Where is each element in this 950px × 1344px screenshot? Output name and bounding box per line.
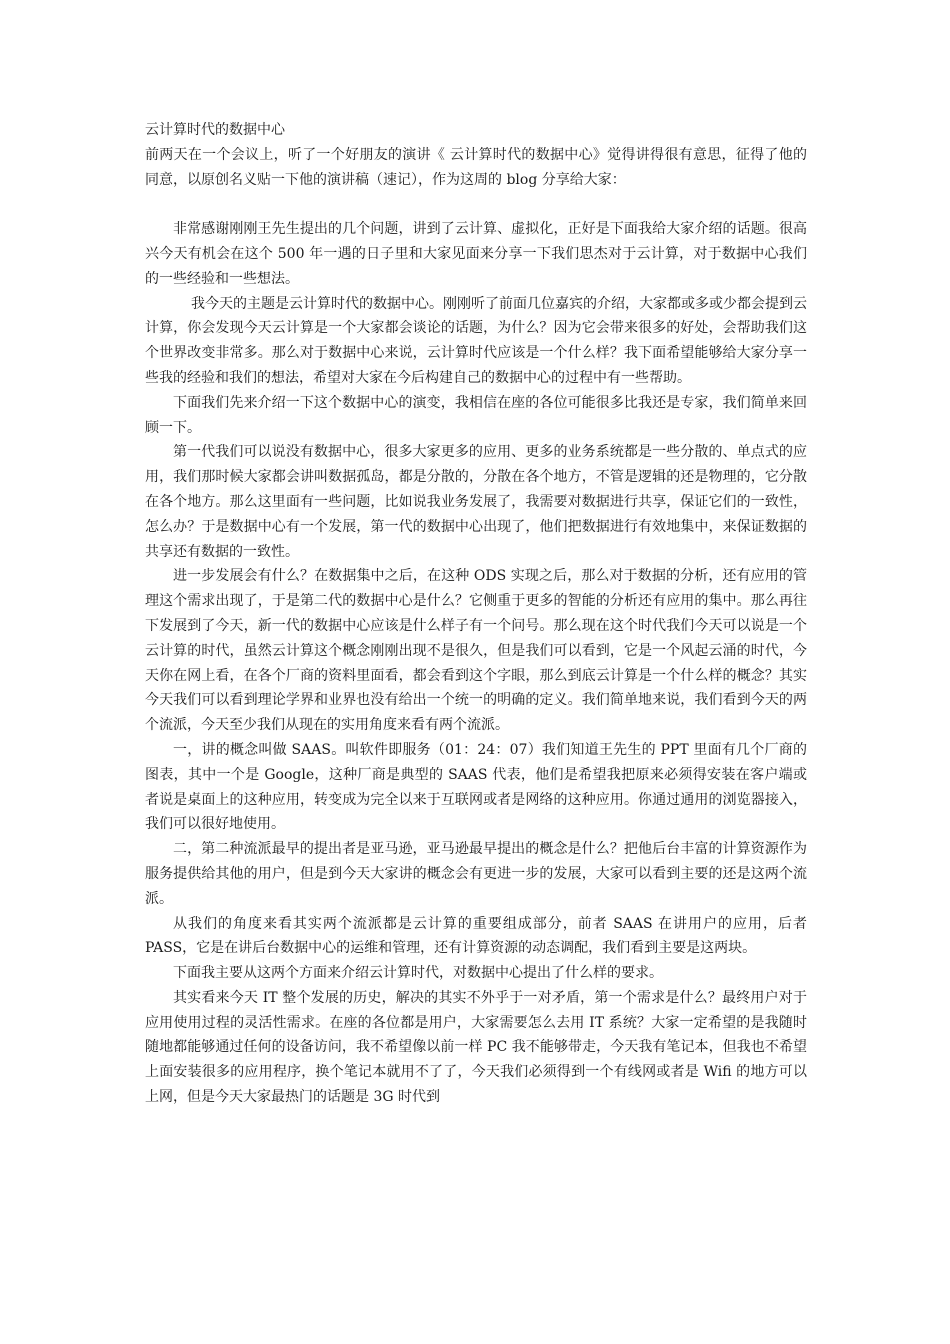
body-paragraph: 进一步发展会有什么？在数据集中之后，在这种 ODS 实现之后，那么对于数据的分析，还有应用的管理这个需求出现了，于是第二代的数据中心是什么？它侧重于更多的智能的分析还有应用的集中。那么再往下发展到了今天，新一代的数据中心应该是什么样子有一个问号。那么现在这个时代我们今天可以说是一个云计算的时代，虽然云计算这个概念刚刚出现不是很久，但是我们可以看到，它是一个风起云涌的时代，今天你在网上看，在各个厂商的资料里面看，都会看到这个字眼，那么到底云计算是一个什么样的概念？其实今天我们可以看到理论学界和业界也没有给出一个统一的明确的定义。我们简单地来说，我们看到今天的两个流派，今天至少我们从现在的实用角度来看有两个流派。 bbox=[145, 568, 807, 734]
body-paragraph: 非常感谢刚刚王先生提出的几个问题，讲到了云计算、虚拟化，正好是下面我给大家介绍的话题。很高兴今天有机会在这个 500 年一遇的日子里和大家见面来分享一下我们思杰对于云计算，对于数据中心我们的一些经验和一些想法。 bbox=[145, 221, 807, 287]
body-paragraph: 其实看来今天 IT 整个发展的历史，解决的其实不外乎于一对矛盾，第一个需求是什么？最终用户对于应用使用过程的灵活性需求。在座的各位都是用户，大家需要怎么去用 IT 系统？大家一定希望的是我随时随地都能够通过任何的设备访问，我不希望像以前一样 PC 我不能够带走，今天我有笔记本，但我也不希望上面安装很多的应用程序，换个笔记本就用不了了，今天我们必须得到一个有线网或者是 Wifi 的地方可以上网，但是今天大家最热门的话题是 3G 时代到 bbox=[145, 989, 807, 1106]
body-paragraph: 一，讲的概念叫做 SAAS。叫软件即服务（01：24：07）我们知道王先生的 PPT 里面有几个厂商的图表，其中一个是 Google，这种厂商是典型的 SAAS 代表，他们是希望我把原来必须得安装在客户端或者说是桌面上的这种应用，转变成为完全以来于互联网或者是网络的这种应用。你通过通用的浏览器接入，我们可以很好地使用。 bbox=[145, 741, 807, 833]
intro-paragraph: 前两天在一个会议上，听了一个好朋友的演讲《 云计算时代的数据中心》觉得讲得很有意思，征得了他的同意，以原创名义贴一下他的演讲稿（速记），作为这周的 blog 分享给大家： bbox=[145, 146, 807, 188]
document-body bbox=[145, 118, 807, 1110]
blank-line bbox=[145, 192, 807, 217]
body-paragraph: 我今天的主题是云计算时代的数据中心。刚刚听了前面几位嘉宾的介绍，大家都或多或少都会提到云计算，你会发现今天云计算是一个大家都会谈论的话题，为什么？因为它会带来很多的好处，会帮助我们这个世界改变非常多。那么对于数据中心来说，云计算时代应该是一个什么样？我下面希望能够给大家分享一些我的经验和我们的想法，希望对大家在今后构建自己的数据中心的过程中有一些帮助。 bbox=[145, 295, 807, 386]
body-paragraph: 第一代我们可以说没有数据中心，很多大家更多的应用、更多的业务系统都是一些分散的、单点式的应用，我们那时候大家都会讲叫数据孤岛，都是分散的，分散在各个地方，不管是逻辑的还是物理的，它分散在各个地方。那么这里面有一些问题，比如说我业务发展了，我需要对数据进行共享，保证它们的一致性，怎么办？于是数据中心有一个发展，第一代的数据中心出现了，他们把数据进行有效地集中，来保证数据的共享还有数据的一致性。 bbox=[145, 444, 807, 560]
body-paragraph: 下面我们先来介绍一下这个数据中心的演变，我相信在座的各位可能很多比我还是专家，我们简单来回顾一下。 bbox=[145, 394, 807, 436]
body-paragraph: 从我们的角度来看其实两个流派都是云计算的重要组成部分，前者 SAAS 在讲用户的应用，后者 PASS，它是在讲后台数据中心的运维和管理，还有计算资源的动态调配，我们看到主要是这两块。 bbox=[145, 915, 807, 957]
body-paragraph: 下面我主要从这两个方面来介绍云计算时代，对数据中心提出了什么样的要求。 bbox=[173, 965, 663, 982]
body-paragraph: 二，第二种流派最早的提出者是亚马逊，亚马逊最早提出的概念是什么？把他后台丰富的计算资源作为服务提供给其他的用户，但是到今天大家讲的概念会有更进一步的发展，大家可以看到主要的还是这两个流派。 bbox=[145, 841, 807, 907]
document-title: 云计算时代的数据中心 bbox=[145, 122, 285, 138]
